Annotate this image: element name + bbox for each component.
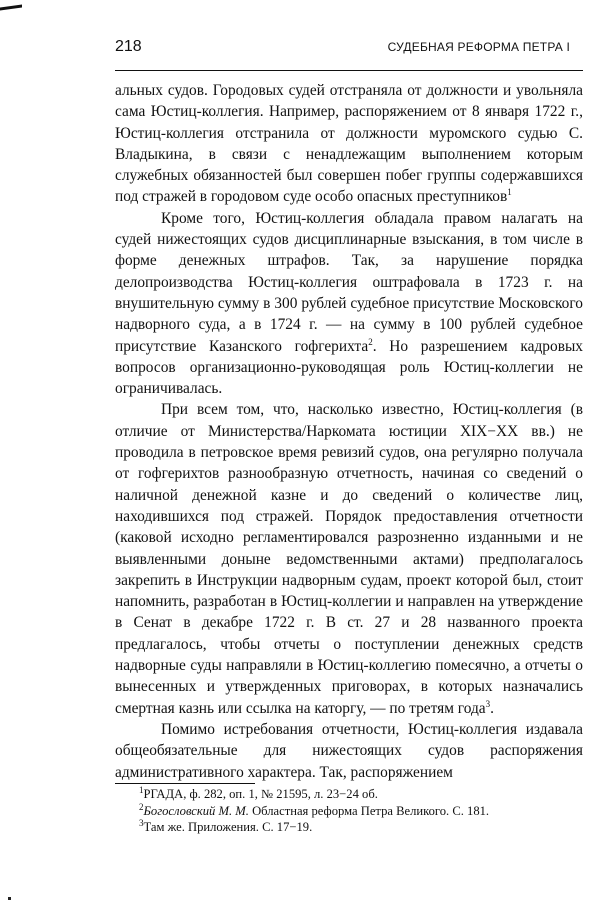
- footnote-ref: 3: [485, 698, 491, 709]
- footnote-mark: 3: [139, 817, 144, 828]
- footnote-1: $^1$РГАДА, ф. 282, оп. 1, № 21595, л. 23−24 об.: [139, 784, 378, 801]
- footnote-mark: 1: [139, 784, 144, 795]
- footnote-3: $^3$Там же. Приложения. С. 17−19.: [139, 817, 313, 834]
- header-rule: [115, 70, 583, 71]
- footnotes: [115, 786, 585, 836]
- scan-dot: [8, 897, 11, 900]
- body-text: [115, 80, 583, 783]
- corner-scan-mark: [0, 4, 22, 10]
- page-header: [115, 38, 585, 60]
- running-title: СУДЕБНАЯ РЕФОРМА ПЕТРА I: [387, 40, 570, 54]
- page-number: 218: [115, 38, 142, 55]
- footnote-ref: 2: [368, 336, 373, 347]
- footnote-mark: 2: [139, 801, 144, 812]
- paragraph-3: При всем том, что, насколько известно, Юстиц-коллегия (в отличие от Министерства/Наркомата юстиции XIX−XX вв.) не проводила в петровское время ревизий судов, она регулярно получала от гофгерихтов разнообразную отчетность, начиная со сведений о наличной денежной казне и до сведений о количестве лиц, находившихся под стражей. Порядок предоставления отчетности (каковой исходно регламентировался разрозненно изданными и не выявленными доныне ведомственными актами) предполагалось закрепить в Инструкции надворным судам, проект которой был, стоит напомнить, разработан в Юстиц-коллегии и направлен на утверждение в Сенат в декабре 1722 г. В ст. 27 и 28 названного проекта предлагалось, чтобы отчеты о поступлении денежных средств надворные суды направляли в Юстиц-коллегию помесячно, а отчеты о вынесенных и утвержденных приговорах, в которых назначались смертная казнь или ссылка на каторгу, — по третям года$^3$.: [115, 401, 583, 717]
- paragraph-2: Кроме того, Юстиц-коллегия обладала правом налагать на судей нижестоящих судов дисциплинарные взыскания, в том числе в форме денежных штрафов. Так, за нарушение порядка делопроизводства Юстиц-коллегия оштрафовала в 1723 г. на внушительную сумму в 300 рублей судебное присутствие Московского надворного суда, а в 1724 г. — на сумму в 100 рублей судебное присутствие Казанского гофгерихта$^2$. Но разрешением кадровых вопросов организационно-руководящая роль Юстиц-коллегии не ограничивалась.: [115, 209, 583, 398]
- paragraph-1: альных судов. Городовых судей отстраняла от должности и увольняла сама Юстиц-коллегия. Например, распоряжением от 8 января 1722 г., Юстиц-коллегия отстранила от должности муромского судью С. Владыкина, в связи с ненадлежащим выполнением которым служебных обязанностей был совершен побег группы содержавшихся под стражей в городовом суде особо опасных преступников$^1$: [115, 82, 583, 206]
- footnote-ref: 1: [507, 187, 512, 198]
- paragraph-4: Помимо истребования отчетности, Юстиц-коллегия издавала общеобязательные для нижестоящих судов распоряжения административного характера. Так, распоряжением: [115, 720, 583, 781]
- footnote-rule: [115, 783, 255, 784]
- footnote-2: $^2$Богословский М. М. Областная реформа Петра Великого. С. 181.: [139, 801, 490, 818]
- footnote-author: Богословский М. М.: [143, 803, 249, 818]
